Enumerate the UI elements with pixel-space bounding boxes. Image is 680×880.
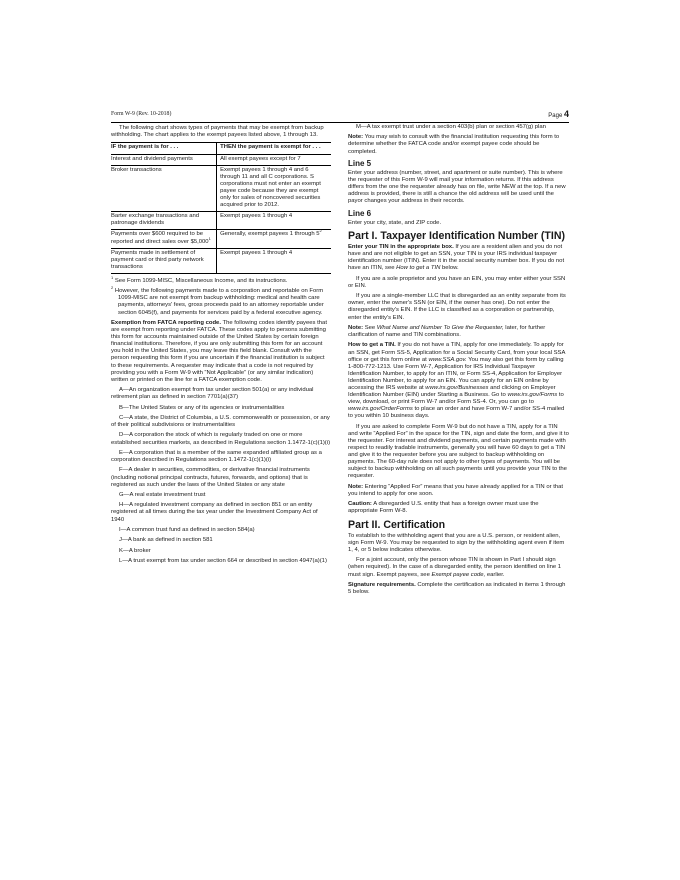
footnote-2: $^2$ However, the following payments made to a corporation and reportable on Form 1099-MISC are not exempt from backup withholding: medical and health care payments, attorneys' fees, gross proceeds paid to an attorney reportable under section 6045(f), and payments for services paid by a federal executive agency. xyxy=(111,285,324,316)
line6-text: Enter your city, state, and ZIP code. xyxy=(348,219,442,226)
fatca-code-item: J—A bank as defined in section 581 xyxy=(119,537,213,544)
left-column xyxy=(111,125,331,569)
table-cell: All exempt payees except for 7 xyxy=(217,154,331,165)
fatca-code-item: F—A dealer in securities, commodities, or derivative financial instruments (including notional principal contracts, futures, forwards, and options) that is registered as such under the laws of the United States or any state xyxy=(111,467,310,488)
how-to-get-tin-paragraph: How to get a TIN. If you do not have a TIN, apply for one immediately. To apply for an SSN, get Form SS-5, Application for a Social Security Card, from your local SSA office or get this form online at www.SSA.gov. You may also get this form by calling 1-800-772-1213. Use Form W-7, Application for IRS Individual Taxpayer Identification Number, to apply for an ITIN, or Form SS-4, Application for Employer Identification Number, to apply for an EIN. You can apply for an EIN online by accessing the IRS website at www.irs.gov/Businesses and clicking on Employer Identification Number (EIN) under Starting a Business. Go to www.irs.gov/Forms to view, download, or print Form W-7 and/or Form SS-4. Or, you can go to www.irs.gov/OrderForms to place an order and have Form W-7 and/or SS-4 mailed to you within 10 business days. xyxy=(348,342,566,420)
fatca-code-item: I—A common trust fund as defined in section 584(a) xyxy=(119,526,255,533)
table-cell: Exempt payees 1 through 4 xyxy=(217,212,331,230)
note-paragraph: Note: See What Name and Number To Give the Requester, later, for further clarification of name and TIN combinations. xyxy=(348,324,546,339)
joint-account-paragraph: For a joint account, only the person whose TIN is shown in Part I should sign (when required). In the case of a disregarded entity, the person identified on line 1 must sign. Exempt payees, see Exempt payee code, earlier. xyxy=(348,557,562,578)
part1-heading: Part I. Taxpayer Identification Number (TIN) xyxy=(348,230,566,243)
fatca-code-item: K—A broker xyxy=(119,547,151,554)
page-number: 4 xyxy=(563,109,569,119)
fatca-code-item: A—An organization exempt from tax under section 501(a) or any individual retirement plan as defined in section 7701(a)(37) xyxy=(111,387,314,401)
table-cell: Interest and dividend payments xyxy=(111,154,217,165)
line6-heading: Line 6 xyxy=(348,208,372,218)
table-row xyxy=(111,230,331,248)
table-cell: Broker transactions xyxy=(111,165,217,212)
table-cell: Payments over $600 required to be reported and direct sales over $5,000$^1$ xyxy=(111,230,217,248)
table-cell: Exempt payees 1 through 4 xyxy=(217,248,331,273)
table-cell: Barter exchange transactions and patronage dividends xyxy=(111,212,217,230)
fatca-code-item: M—A tax exempt trust under a section 403(b) plan or section 457(g) plan xyxy=(356,124,546,130)
fatca-code-item: H—A regulated investment company as defined in section 851 or an entity registered at all times during the tax year under the Investment Company Act of 1940 xyxy=(111,502,318,523)
exemption-table xyxy=(111,142,331,273)
table-cell: Exempt payees 1 through 4 and 6 through 11 and all C corporations. S corporations must not enter an exempt payee code because they are exempt only for sales of noncovered securities acquired prior to 2012. xyxy=(217,165,331,212)
table-col-header: IF the payment is for . . . xyxy=(111,143,217,154)
footnote-1: $^1$ See Form 1099-MISC, Miscellaneous Income, and its instructions. xyxy=(111,274,288,284)
table-header-row xyxy=(111,143,331,154)
fatca-code-item: B—The United States or any of its agencies or instrumentalities xyxy=(119,404,285,411)
note-paragraph: Note: You may wish to consult with the financial institution requesting this form to determine whether the FATCA code and/or exempt payee code should be completed. xyxy=(348,134,560,155)
table-cell: Generally, exempt payees 1 through $5^2$ xyxy=(217,230,331,248)
fatca-code-item: G—A real estate investment trust xyxy=(119,492,206,498)
table-row xyxy=(111,212,331,230)
fatca-code-item: D—A corporation the stock of which is regularly traded on one or more established securities markets, as described in Regulations section 1.1472-1(c)(1)(i) xyxy=(111,432,331,446)
table-row xyxy=(111,154,331,165)
table-row xyxy=(111,248,331,273)
fatca-code-item: E—A corporation that is a member of the same expanded affiliated group as a corporation described in Regulations section 1.1472-1(c)(1)(i) xyxy=(111,449,322,464)
certification-paragraph: To establish to the withholding agent that you are a U.S. person, or resident alien, sign Form W-9. You may be requested to sign by the withholding agent even if item 1, 4, or 5 below indicates otherwise. xyxy=(348,532,565,553)
form-label: Form W-9 (Rev. 10-2018) xyxy=(111,111,172,117)
fatca-code-item: L—A trust exempt from tax under section 664 or described in section 4947(a)(1) xyxy=(119,558,327,565)
applied-for-paragraph: If you are asked to complete Form W-9 but do not have a TIN, apply for a TIN and write “Applied For” in the space for the TIN, sign and date the form, and give it to the requester. For interest and dividend payments, and certain payments made with respect to readily tradable instruments, generally you will have 60 days to get a TIN and give it to the requester before you are subject to backup withholding on payments. The 60-day rule does not apply to other types of payments. You will be subject to backup withholding on all such payments until you provide your TIN to the requester. xyxy=(348,423,569,480)
sole-proprietor-paragraph: If you are a sole proprietor and you have an EIN, you may enter either your SSN or EIN. xyxy=(348,275,566,289)
caution-paragraph: Caution: A disregarded U.S. entity that has a foreign owner must use the appropriate Form W-8. xyxy=(348,501,539,515)
page-header xyxy=(111,109,569,123)
tin-paragraph: Enter your TIN in the appropriate box. If you are a resident alien and you do not have and are not eligible to get an SSN, your TIN is your IRS individual taxpayer identification number (ITIN). Enter it in the social security number box. If you do not have an ITIN, see How to get a TIN below. xyxy=(348,244,565,272)
table-cell: Payments made in settlement of payment card or third party network transactions xyxy=(111,248,217,273)
signature-requirements-paragraph: Signature requirements. Complete the certification as indicated in items 1 through 5 below. xyxy=(348,581,566,596)
chart-intro: The following chart shows types of payments that may be exempt from backup withholding. The chart applies to the exempt payees listed above, 1 through 13. xyxy=(111,125,324,139)
llc-paragraph: If you are a single-member LLC that is disregarded as an entity separate from its owner, enter the owner's SSN (or EIN, if the owner has one). Do not enter the disregarded entity's EIN. If the LLC is classified as a corporation or partnership, enter the entity's EIN. xyxy=(348,293,566,321)
page-indicator: Page 4 xyxy=(548,109,569,119)
fatca-paragraph: Exemption from FATCA reporting code. The following codes identify payees that are exempt from reporting under FATCA. These codes apply to persons submitting this form for accounts maintained outside of the United States by certain foreign financial institutions. Therefore, if you are only submitting this form for an account you hold in the United States, you may leave this field blank. Consult with the person requesting this form if you are uncertain if the financial institution is subject to these requirements. A requester may indicate that a code is not required by providing you with a Form W-9 with “Not Applicable” (or any similar indication) written or printed on the line for a FATCA exemption code. xyxy=(111,319,327,383)
right-column xyxy=(348,124,569,599)
table-row xyxy=(111,165,331,212)
note-paragraph: Note: Entering “Applied For” means that you have already applied for a TIN or that you intend to apply for one soon. xyxy=(348,483,564,497)
line5-heading: Line 5 xyxy=(348,158,372,168)
table-col-header: THEN the payment is exempt for . . . xyxy=(217,143,331,154)
part2-heading: Part II. Certification xyxy=(348,518,446,531)
line5-text: Enter your address (number, street, and apartment or suite number). This is where the requester of this Form W-9 will mail your information returns. If this address differs from the one the requester already has on file, write NEW at the top. If a new address is provided, there is still a chance the old address will be used until the payor changes your address in their records. xyxy=(348,169,566,205)
fatca-code-item: C—A state, the District of Columbia, a U.S. commonwealth or possession, or any of their political subdivisions or instrumentalities xyxy=(111,414,330,429)
